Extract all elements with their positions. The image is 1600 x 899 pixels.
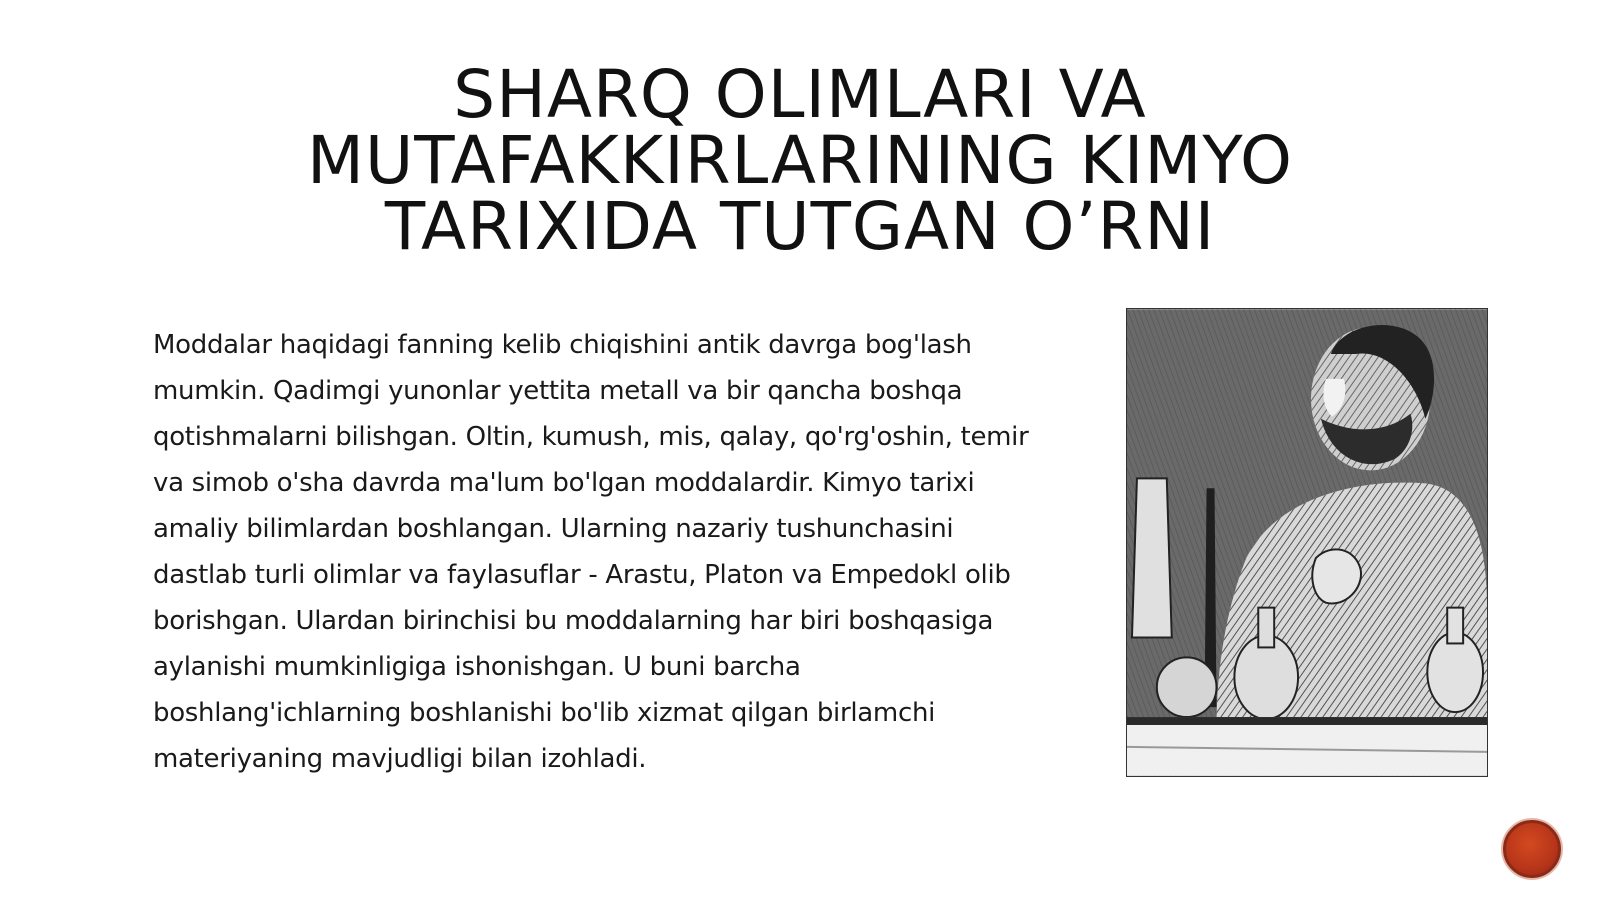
engraving-portrait-icon xyxy=(1126,308,1488,777)
body-line: boshlang'ichlarning boshlanishi bo'lib xizmat qilgan birlamchi xyxy=(153,698,936,728)
title-line: TARIXIDA TUTGAN O’RNI xyxy=(384,188,1216,265)
body-line: borishgan. Ulardan birinchisi bu moddalarning har biri boshqasiga xyxy=(153,606,994,636)
body-line: aylanishi mumkinligiga ishonishgan. U buni barcha xyxy=(153,652,801,682)
title-line: MUTAFAKKIRLARINING KIMYO xyxy=(307,122,1293,199)
body-paragraph xyxy=(153,322,1083,782)
title-line: SHARQ OLIMLARI VA xyxy=(453,56,1147,133)
body-line: mumkin. Qadimgi yunonlar yettita metall va bir qancha boshqa xyxy=(153,376,963,406)
next-slide-button[interactable] xyxy=(1503,820,1561,878)
body-line: amaliy bilimlardan boshlangan. Ularning nazariy tushunchasini xyxy=(153,514,954,544)
body-line: Moddalar haqidagi fanning kelib chiqishini antik davrga bog'lash xyxy=(153,330,972,360)
body-line: va simob o'sha davrda ma'lum bo'lgan moddalardir. Kimyo tarixi xyxy=(153,468,975,498)
body-line: materiyaning mavjudligi bilan izohladi. xyxy=(153,744,647,774)
body-line: qotishmalarni bilishgan. Oltin, kumush, mis, qalay, qo'rg'oshin, temir xyxy=(153,422,1029,452)
body-line: dastlab turli olimlar va faylasuflar - Arastu, Platon va Empedokl olib xyxy=(153,560,1011,590)
slide-title xyxy=(160,56,1440,265)
